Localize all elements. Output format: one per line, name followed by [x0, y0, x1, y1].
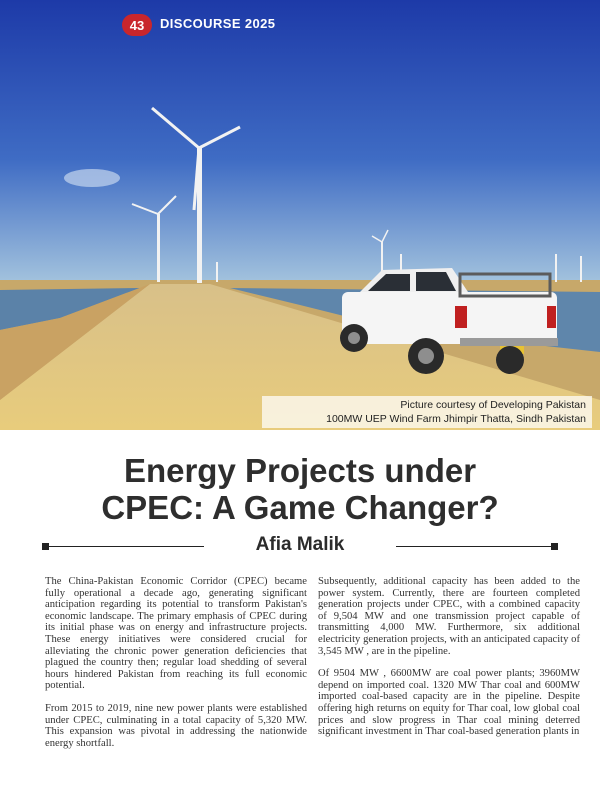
photo-caption: [262, 396, 592, 428]
article-column-right: [318, 576, 580, 749]
article-column-left: [45, 576, 307, 760]
paragraph: From 2015 to 2019, nine new power plants were established under CPEC, culminating in a total capacity of 5,320 MW. This expansion was pivotal in addressing the nationwide energy shortfall.: [45, 702, 307, 749]
caption-location: 100MW UEP Wind Farm Jhimpir Thatta, Sindh Pakistan: [326, 413, 586, 425]
divider-line: [396, 546, 556, 547]
paragraph: The China-Pakistan Economic Corridor (CPEC) became fully operational a decade ago, generating significant anticipation regarding its potential to transform Pakistan's economic landscape. The primary emphasis of CPEC during its initial phase was on energy and infrastructure projects. These energy initiatives were considered crucial for alleviating the chronic power generation deficiencies that plagued the country then; regular load shedding of several hours hindered Pakistan from reaching its full economic potential.: [45, 576, 307, 692]
page-number: 43: [122, 14, 152, 36]
divider-dot: [551, 543, 558, 550]
article-title: [40, 452, 560, 526]
caption-credit: Picture courtesy of Developing Pakistan: [400, 399, 586, 411]
paragraph: Subsequently, additional capacity has been added to the power system. Currently, there are fourteen completed generation projects under CPEC, with a combined capacity of 9,504 MW and one transmission project capable of transmitting 4,000 MW. Furthermore, six additional electricity generation projects, with an anticipated capacity of 3,545 MW , are in the pipeline.: [318, 576, 580, 657]
author-byline: [40, 532, 560, 562]
publication-title: DISCOURSE 2025: [160, 16, 276, 31]
article-title-line-2: CPEC: A Game Changer?: [101, 489, 499, 526]
paragraph: Of 9504 MW , 6600MW are coal power plants; 3960MW depend on imported coal. 1320 MW Thar coal and 600MW imported coal-based capacity are in the pipeline. Despite offering high returns on equity for Thar coal, low global coal prices and slow progress in Thar coal mining deterred significant investment in Thar coal-based generation plants in: [318, 668, 580, 738]
author-name: Afia Malik: [255, 534, 345, 555]
article-title-line-1: Energy Projects under: [123, 452, 477, 489]
